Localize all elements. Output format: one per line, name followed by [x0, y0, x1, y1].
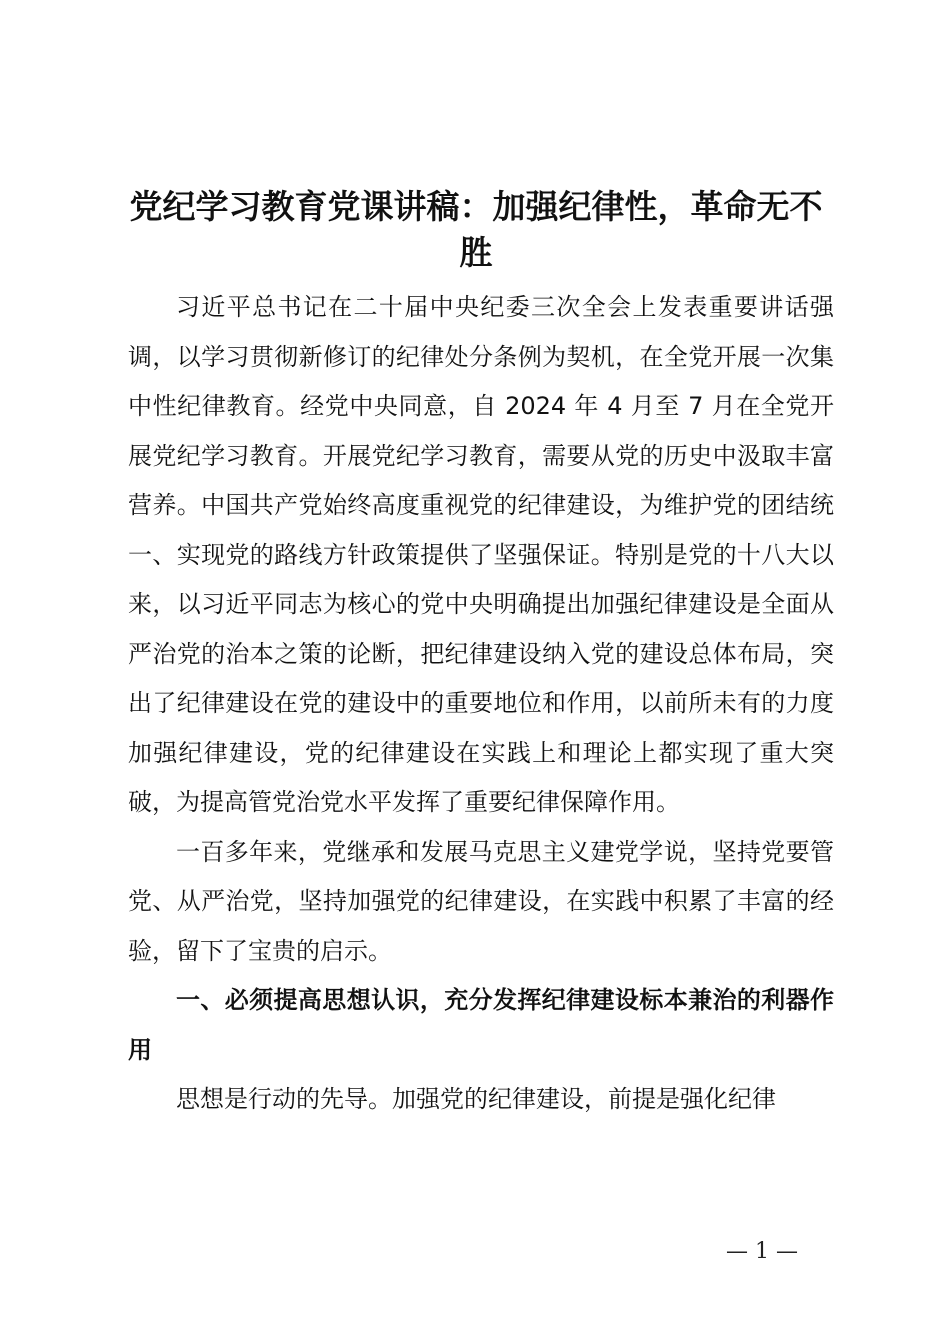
- document-body: [128, 283, 834, 1125]
- paragraph-section-1: 思想是行动的先导。加强党的纪律建设，前提是强化纪律: [176, 1085, 776, 1113]
- paragraph-intro: 习近平总书记在二十届中央纪委三次全会上发表重要讲话强调，以学习贯彻新修订的纪律处分条例为契机，在全党开展一次集中性纪律教育。经党中央同意，自 2024 年 4 月至 7 月在全党开展党纪学习教育。开展党纪学习教育，需要从党的历史中汲取丰富营养。中国共产党始终高度重视党的纪律建设，为维护党的团结统一、实现党的路线方针政策提供了坚强保证。特别是党的十八大以来，以习近平同志为核心的党中央明确提出加强纪律建设是全面从严治党的治本之策的论断，把纪律建设纳入党的建设总体布局，突出了纪律建设在党的建设中的重要地位和作用，以前所未有的力度加强纪律建设，党的纪律建设在实践上和理论上都实现了重大突破，为提高管党治党水平发挥了重要纪律保障作用。: [128, 293, 834, 816]
- paragraph-history: 一百多年来，党继承和发展马克思主义建党学说，坚持党要管党、从严治党，坚持加强党的纪律建设，在实践中积累了丰富的经验，留下了宝贵的启示。: [128, 837, 834, 965]
- section-heading-1: 一、必须提高思想认识，充分发挥纪律建设标本兼治的利器作用: [128, 986, 834, 1064]
- document-title: 党纪学习教育党课讲稿：加强纪律性，革命无不胜: [129, 187, 823, 272]
- page-number: — 1 —: [726, 1239, 798, 1264]
